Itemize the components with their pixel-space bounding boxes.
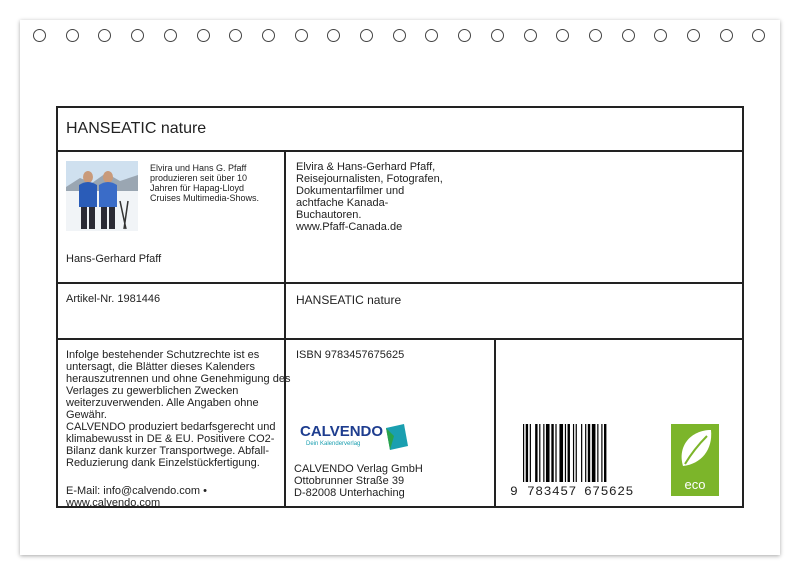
legal-line: klimabewusst in DE & EU. Positivere CO2- xyxy=(66,433,275,445)
barcode-bar xyxy=(568,424,570,482)
bio-line: achtfache Kanada- xyxy=(296,197,389,209)
address-line: Ottobrunner Straße 39 xyxy=(294,475,405,487)
barcode-bar xyxy=(588,424,590,482)
binding-ring xyxy=(66,29,79,42)
eco-note xyxy=(66,421,276,469)
legal-line: Reduzierung dank Einzelstückfertigung. xyxy=(66,457,260,469)
barcode-first-digit: 9 xyxy=(510,484,518,499)
author-photo xyxy=(66,161,138,231)
binding-ring xyxy=(589,29,602,42)
barcode-bar xyxy=(526,424,528,482)
leaf-icon xyxy=(671,424,719,474)
photo-caption: Elvira und Hans G. Pfaff produzieren seit über 10 Jahren für Hapag-Lloyd Cruises Multimedia-Shows. xyxy=(150,163,260,203)
binding-ring xyxy=(262,29,275,42)
barcode-bar xyxy=(565,424,566,482)
barcode-bar xyxy=(601,424,602,482)
article-number: Artikel-Nr. 1981446 xyxy=(66,293,161,305)
barcode-bar xyxy=(555,424,556,482)
divider xyxy=(56,338,744,340)
binding-ring xyxy=(524,29,537,42)
barcode-bar xyxy=(523,424,524,482)
article-title: HANSEATIC nature xyxy=(296,293,402,307)
bio-line: Buchautoren. xyxy=(296,209,362,221)
bio-line: Dokumentarfilmer und xyxy=(296,185,405,197)
email-link: E-Mail: info@calvendo.com • xyxy=(66,485,207,497)
copyright-notice xyxy=(66,349,290,421)
divider xyxy=(284,150,286,508)
legal-line: Gewähr. xyxy=(66,409,107,421)
logo-mark-icon xyxy=(384,424,410,450)
logo-tagline: Dein Kalenderverlag xyxy=(306,441,361,447)
barcode-bar xyxy=(530,424,531,482)
bio-line: Reisejournalisten, Fotografen, xyxy=(296,173,443,185)
barcode-bar xyxy=(585,424,586,482)
bio-line: Elvira & Hans-Gerhard Pfaff, xyxy=(296,161,436,173)
address-line: CALVENDO Verlag GmbH xyxy=(294,463,423,475)
binding-ring xyxy=(131,29,144,42)
isbn: ISBN 9783457675625 xyxy=(296,349,405,361)
barcode-bar xyxy=(604,424,606,482)
legal-line: Infolge bestehender Schutzrechte ist es xyxy=(66,349,260,361)
eco-label: eco xyxy=(684,477,706,492)
page-title: HANSEATIC nature xyxy=(66,120,207,137)
barcode-bar xyxy=(581,424,582,482)
barcode xyxy=(523,424,637,486)
binding-ring xyxy=(393,29,406,42)
divider xyxy=(494,338,496,508)
logo-wordmark: CALVENDO xyxy=(300,423,384,440)
barcode-bar xyxy=(539,424,540,482)
author-name: Hans-Gerhard Pfaff xyxy=(66,253,162,265)
binding-ring xyxy=(491,29,504,42)
calvendo-logo xyxy=(300,424,412,452)
barcode-left-digits: 783457 xyxy=(527,484,577,499)
barcode-bar xyxy=(543,424,544,482)
binding-ring xyxy=(197,29,210,42)
legal-line: CALVENDO produziert bedarfsgerecht und xyxy=(66,421,276,433)
barcode-bar xyxy=(592,424,596,482)
barcode-bar xyxy=(573,424,574,482)
legal-line: untersagt, die Blätter dieses Kalenders xyxy=(66,361,255,373)
binding-ring xyxy=(164,29,177,42)
binding-ring xyxy=(720,29,733,42)
address-line: D-82008 Unterhaching xyxy=(294,487,405,499)
legal-line: weiterzuverwenden. Alle Angaben ohne xyxy=(66,397,259,409)
website-link: www.calvendo.com xyxy=(66,497,161,509)
legal-line: herauszutrennen und ohne Genehmigung des xyxy=(66,373,291,385)
barcode-bar xyxy=(546,424,550,482)
binding-ring xyxy=(295,29,308,42)
legal-line: Verlages zu gewerblichen Zwecken xyxy=(66,385,239,397)
binding-ring xyxy=(33,29,46,42)
binding-rings xyxy=(0,0,800,40)
binding-ring xyxy=(622,29,635,42)
publisher-address xyxy=(294,463,423,499)
contact-info xyxy=(66,485,207,509)
website-link: www.Pfaff-Canada.de xyxy=(296,221,403,233)
barcode-bar xyxy=(535,424,537,482)
binding-ring xyxy=(360,29,373,42)
divider xyxy=(56,150,744,152)
barcode-bar xyxy=(551,424,553,482)
author-bio xyxy=(296,161,443,233)
binding-ring xyxy=(687,29,700,42)
eco-badge xyxy=(671,424,719,496)
barcode-bar xyxy=(559,424,563,482)
legal-line: Bilanz dank kurzer Transportwege. Abfall- xyxy=(66,445,269,457)
binding-ring xyxy=(458,29,471,42)
barcode-bar xyxy=(576,424,577,482)
barcode-right-digits: 675625 xyxy=(584,484,634,499)
divider xyxy=(56,282,744,284)
barcode-bar xyxy=(597,424,598,482)
